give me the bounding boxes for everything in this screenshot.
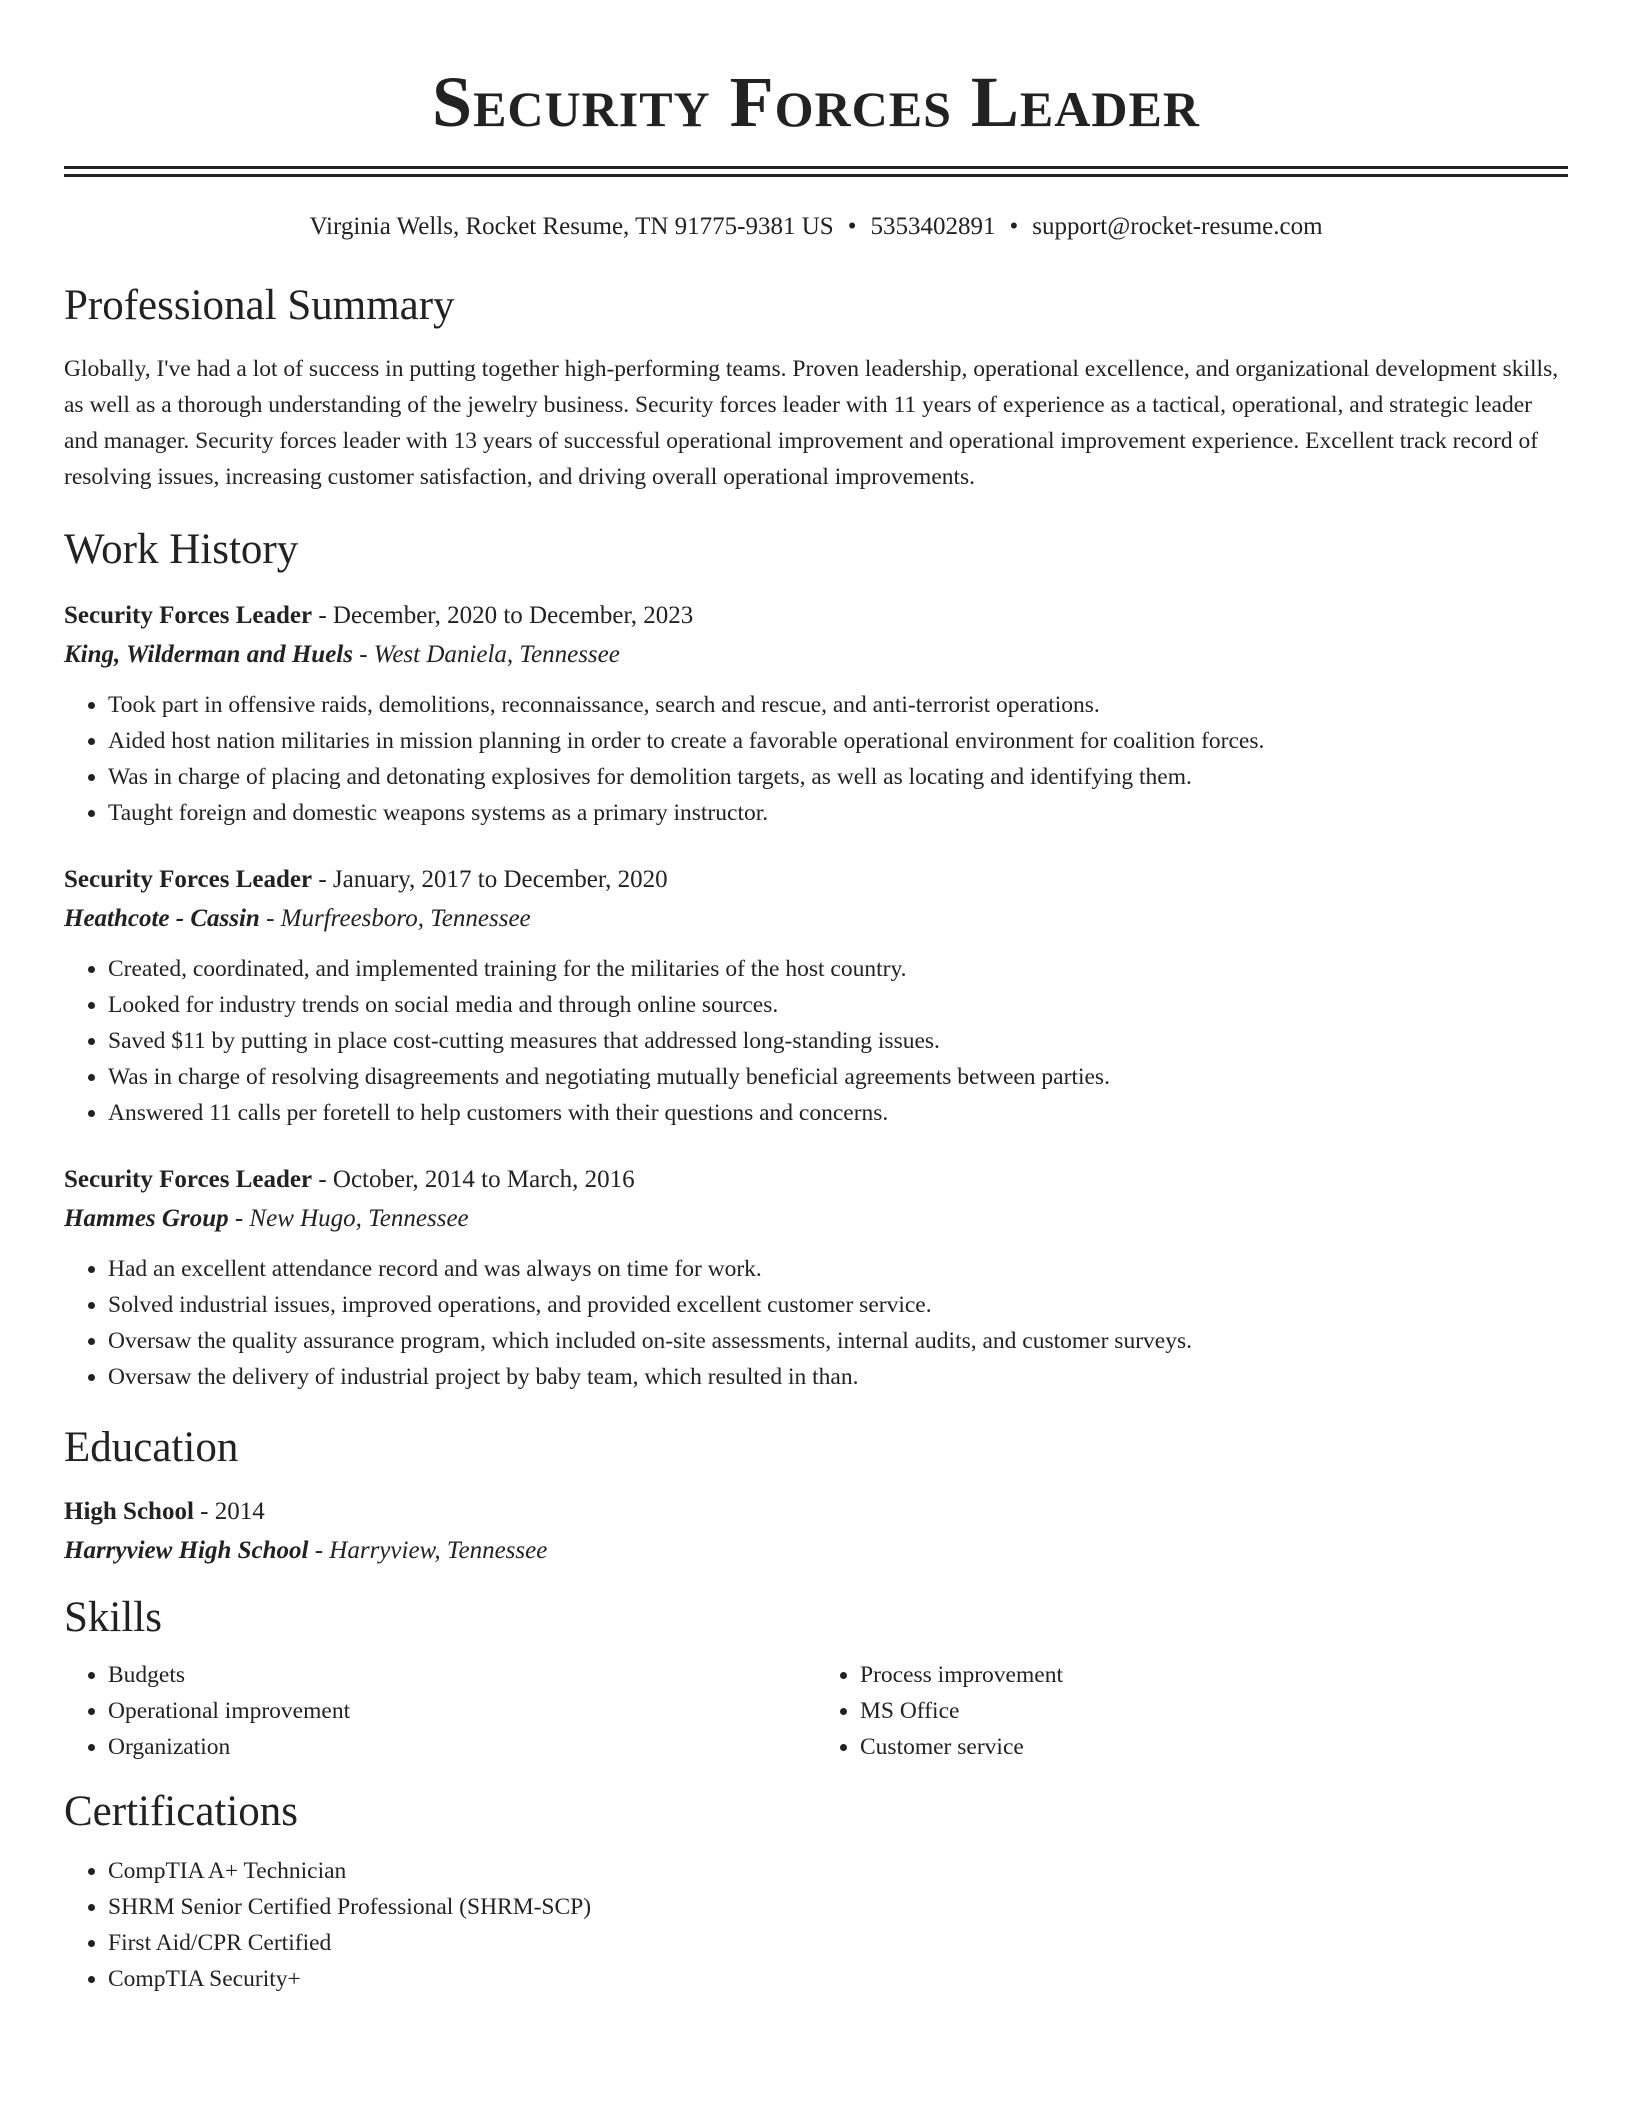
job-bullet: • Created, coordinated, and implemented training for the militaries of the host country. bbox=[108, 951, 1568, 987]
job-title: Security Forces Leader bbox=[64, 866, 313, 893]
job-bullets bbox=[64, 687, 1568, 831]
skill-item: • Budgets bbox=[108, 1657, 816, 1693]
job-company: Hammes Group bbox=[64, 1205, 229, 1232]
job-bullet: • Solved industrial issues, improved operations, and provided excellent customer service. bbox=[108, 1287, 1568, 1323]
certifications-heading: Certifications bbox=[64, 1788, 299, 1835]
certification-item: • SHRM Senior Certified Professional (SHRM-SCP) bbox=[108, 1889, 1568, 1925]
skill-item: • Organization bbox=[108, 1729, 816, 1765]
certification-item: • CompTIA A+ Technician bbox=[108, 1853, 1568, 1889]
skill-item: • Customer service bbox=[860, 1729, 1568, 1765]
resume-page bbox=[64, 0, 1568, 1997]
job-title-line bbox=[64, 861, 1568, 899]
job-location: - Murfreesboro, Tennessee bbox=[259, 905, 531, 932]
job-entry bbox=[64, 1161, 1568, 1395]
contact-separator: • bbox=[847, 213, 857, 240]
job-title: Security Forces Leader bbox=[64, 602, 313, 629]
skill-item: • MS Office bbox=[860, 1693, 1568, 1729]
resume-title: Security Forces Leader bbox=[432, 62, 1200, 142]
education-year: - 2014 bbox=[193, 1498, 265, 1525]
contact-email: support@rocket-resume.com bbox=[1032, 213, 1323, 240]
job-entry bbox=[64, 861, 1568, 1131]
title-divider-thick bbox=[64, 166, 1568, 169]
education-entry bbox=[64, 1493, 1568, 1571]
education-school-line bbox=[64, 1531, 1568, 1571]
job-company-line bbox=[64, 635, 1568, 675]
job-company-line bbox=[64, 1199, 1568, 1239]
title-divider-thin bbox=[64, 174, 1568, 177]
skills-columns bbox=[64, 1657, 1568, 1765]
job-bullet: • Oversaw the quality assurance program, which included on-site assessments, internal audits, and customer surveys. bbox=[108, 1323, 1568, 1359]
job-bullets bbox=[64, 1251, 1568, 1395]
certification-item: • First Aid/CPR Certified bbox=[108, 1925, 1568, 1961]
job-dates: - December, 2020 to December, 2023 bbox=[312, 602, 694, 629]
job-dates: - October, 2014 to March, 2016 bbox=[312, 1166, 635, 1193]
job-bullet: • Had an excellent attendance record and was always on time for work. bbox=[108, 1251, 1568, 1287]
contact-line bbox=[64, 211, 1568, 243]
job-location: - New Hugo, Tennessee bbox=[228, 1205, 469, 1232]
skill-item: • Operational improvement bbox=[108, 1693, 816, 1729]
skills-left-column bbox=[64, 1657, 816, 1765]
education-school: Harryview High School bbox=[64, 1537, 309, 1564]
contact-phone: 5353402891 bbox=[870, 213, 996, 240]
job-bullet: • Answered 11 calls per foretell to help customers with their questions and concerns. bbox=[108, 1095, 1568, 1131]
job-bullet: • Was in charge of resolving disagreements and negotiating mutually beneficial agreements between parties. bbox=[108, 1059, 1568, 1095]
education-heading: Education bbox=[64, 1424, 239, 1471]
job-bullet: • Looked for industry trends on social media and through online sources. bbox=[108, 987, 1568, 1023]
job-location: - West Daniela, Tennessee bbox=[352, 641, 620, 668]
job-bullet: • Oversaw the delivery of industrial project by baby team, which resulted in than. bbox=[108, 1359, 1568, 1395]
work-history-heading: Work History bbox=[64, 526, 299, 573]
job-bullets bbox=[64, 951, 1568, 1131]
job-dates: - January, 2017 to December, 2020 bbox=[312, 866, 668, 893]
job-bullet: • Took part in offensive raids, demolitions, reconnaissance, search and rescue, and anti-terrorist operations. bbox=[108, 687, 1568, 723]
job-title-line bbox=[64, 1161, 1568, 1199]
education-degree-line bbox=[64, 1493, 1568, 1531]
job-company-line bbox=[64, 899, 1568, 939]
education-location: - Harryview, Tennessee bbox=[308, 1537, 548, 1564]
education-degree: High School bbox=[64, 1498, 194, 1525]
skill-item: • Process improvement bbox=[860, 1657, 1568, 1693]
job-company: King, Wilderman and Huels bbox=[64, 641, 353, 668]
job-entry bbox=[64, 597, 1568, 831]
job-bullet: • Aided host nation militaries in mission planning in order to create a favorable operational environment for coalition forces. bbox=[108, 723, 1568, 759]
summary-text: Globally, I've had a lot of success in putting together high-performing teams. Proven leadership, operational excellence, and organizational development skills, as well as a thorough understanding of the jewelry business. Security forces leader with 11 years of experience as a tactical, operational, and strategic leader and manager. Security forces leader with 13 years of successful operational improvement and operational improvement experience. Excellent track record of resolving issues, increasing customer satisfaction, and driving overall operational improvements. bbox=[64, 356, 1559, 490]
job-bullet: • Saved $11 by putting in place cost-cutting measures that addressed long-standing issues. bbox=[108, 1023, 1568, 1059]
summary-heading: Professional Summary bbox=[64, 282, 455, 329]
job-bullet: • Taught foreign and domestic weapons systems as a primary instructor. bbox=[108, 795, 1568, 831]
certification-item: • CompTIA Security+ bbox=[108, 1961, 1568, 1997]
certifications-list bbox=[64, 1853, 1568, 1997]
contact-address: Virginia Wells, Rocket Resume, TN 91775-9381 US bbox=[309, 213, 834, 240]
job-bullet: • Was in charge of placing and detonating explosives for demolition targets, as well as locating and identifying them. bbox=[108, 759, 1568, 795]
job-title: Security Forces Leader bbox=[64, 1166, 313, 1193]
contact-separator: • bbox=[1009, 213, 1019, 240]
skills-right-column bbox=[816, 1657, 1568, 1765]
skills-heading: Skills bbox=[64, 1594, 162, 1641]
job-title-line bbox=[64, 597, 1568, 635]
job-company: Heathcote - Cassin bbox=[64, 905, 260, 932]
